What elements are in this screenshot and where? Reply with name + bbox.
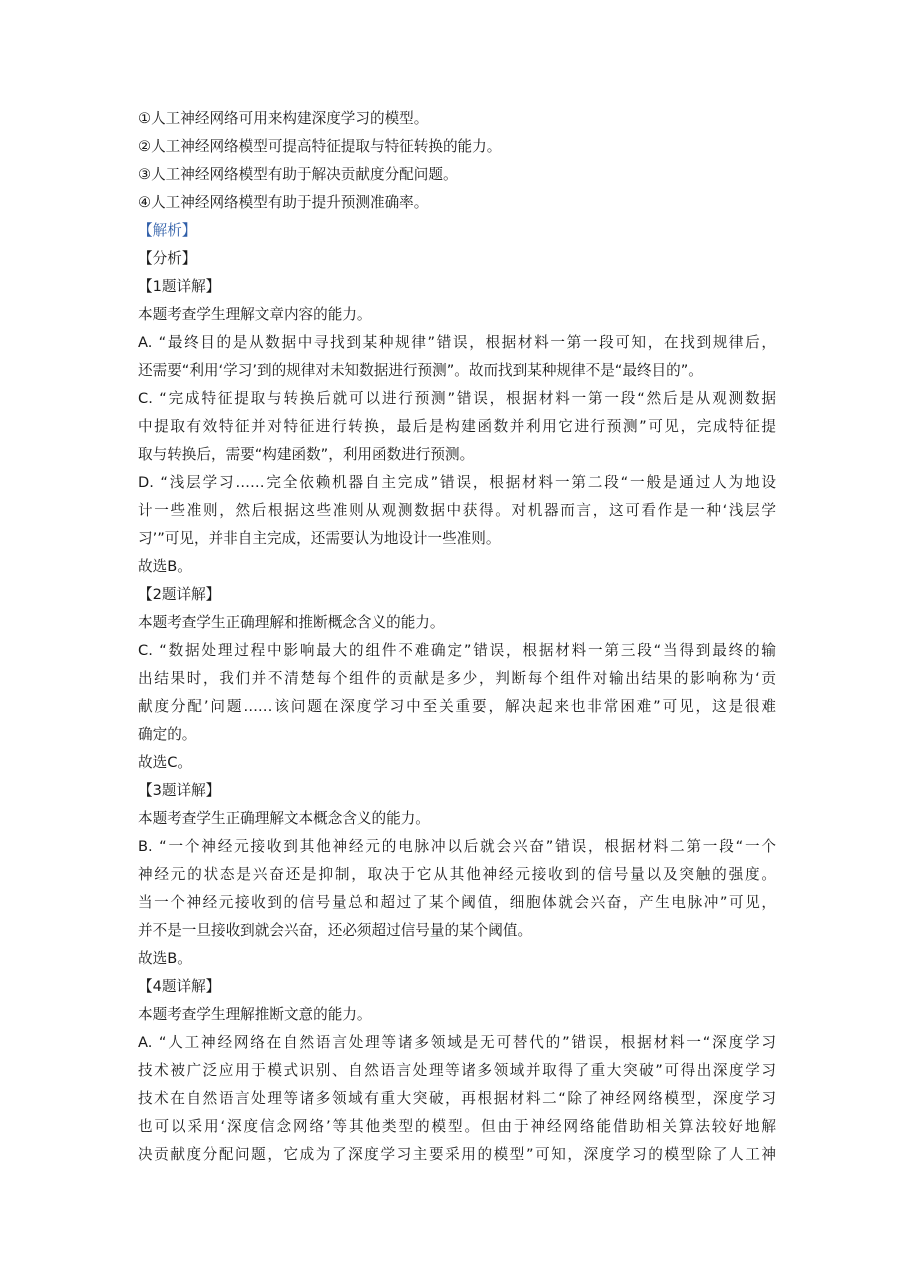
text-line: A. “最终目的是从数据中寻找到某种规律”错误，根据材料一第一段可知，在找到规律后， [138, 334, 776, 351]
text-line: 还需要“利用‘学习’到的规律对未知数据进行预测”。故而找到某种规律不是“最终目的”。 [138, 362, 703, 379]
text-line: C. “完成特征提取与转换后就可以进行预测”错误，根据材料一第一段“然后是从观测数据 [138, 390, 776, 407]
text-line: 本题考查学生理解文章内容的能力。 [138, 306, 372, 323]
text-line: 本题考查学生正确理解文本概念含义的能力。 [138, 810, 430, 827]
text-line: 【4题详解】 [138, 978, 221, 995]
text-line: 故选B。 [138, 558, 192, 575]
text-line: A. “人工神经网络在自然语言处理等诸多领域是无可替代的”错误，根据材料一“深度学习 [138, 1034, 776, 1051]
text-line: 也可以采用‘深度信念网络’等其他类型的模型。但由于神经网络能借助相关算法较好地解 [138, 1118, 776, 1135]
text-line: ①人工神经网络可用来构建深度学习的模型。 [138, 110, 429, 127]
text-line: 神经元的状态是兴奋还是抑制，取决于它从其他神经元接收到的信号量以及突触的强度。 [138, 866, 776, 883]
document-page [138, 105, 776, 1169]
text-line: 【1题详解】 [138, 278, 221, 295]
text-line: 技术在自然语言处理等诸多领域有重大突破，再根据材料二“除了神经网络模型，深度学习 [138, 1090, 776, 1107]
text-line: 习’”可见，并非自主完成，还需要认为地设计一些准则。 [138, 530, 501, 547]
text-line: ③人工神经网络模型有助于解决贡献度分配问题。 [138, 166, 458, 183]
text-line: ④人工神经网络模型有助于提升预测准确率。 [138, 194, 429, 211]
text-line: 取与转换后，需要“构建函数”，利用函数进行预测。 [138, 446, 475, 463]
text-line: 故选C。 [138, 754, 192, 771]
text-line: 并不是一旦接收到就会兴奋，还必须超过信号量的某个阈值。 [138, 922, 533, 939]
text-line: 确定的。 [138, 726, 197, 743]
text-line: 【分析】 [138, 250, 197, 267]
text-line: 出结果时，我们并不清楚每个组件的贡献是多少，判断每个组件对输出结果的影响称为‘贡 [138, 670, 776, 687]
text-line: 【2题详解】 [138, 586, 221, 603]
text-line: 献度分配’问题……该问题在深度学习中至关重要，解决起来也非常困难”可见，这是很难 [138, 698, 776, 715]
text-line: 【3题详解】 [138, 782, 221, 799]
text-line: C. “数据处理过程中影响最大的组件不难确定”错误，根据材料一第三段“当得到最终的输 [138, 642, 776, 659]
section-heading-jiexi: 【解析】 [138, 222, 197, 239]
text-line: 本题考查学生正确理解和推断概念含义的能力。 [138, 614, 445, 631]
text-line: B. “一个神经元接收到其他神经元的电脉冲以后就会兴奋”错误，根据材料二第一段“一个 [138, 838, 776, 855]
text-line: 计一些准则，然后根据这些准则从观测数据中获得。对机器而言，这可看作是一种‘浅层学 [138, 502, 776, 519]
text-line: D. “浅层学习……完全依赖机器自主完成”错误，根据材料一第二段“一般是通过人为地设 [138, 474, 776, 491]
text-line: 本题考查学生理解推断文意的能力。 [138, 1006, 372, 1023]
text-line: 决贡献度分配问题，它成为了深度学习主要采用的模型”可知，深度学习的模型除了人工神 [138, 1146, 776, 1163]
text-line: ②人工神经网络模型可提高特征提取与特征转换的能力。 [138, 138, 502, 155]
text-line: 技术被广泛应用于模式识别、自然语言处理等诸多领域并取得了重大突破”可得出深度学习 [138, 1062, 776, 1079]
text-line: 故选B。 [138, 950, 192, 967]
text-line: 当一个神经元接收到的信号量总和超过了某个阈值，细胞体就会兴奋，产生电脉冲”可见， [138, 894, 776, 911]
text-line: 中提取有效特征并对特征进行转换，最后是构建函数并利用它进行预测”可见，完成特征提 [138, 418, 776, 435]
